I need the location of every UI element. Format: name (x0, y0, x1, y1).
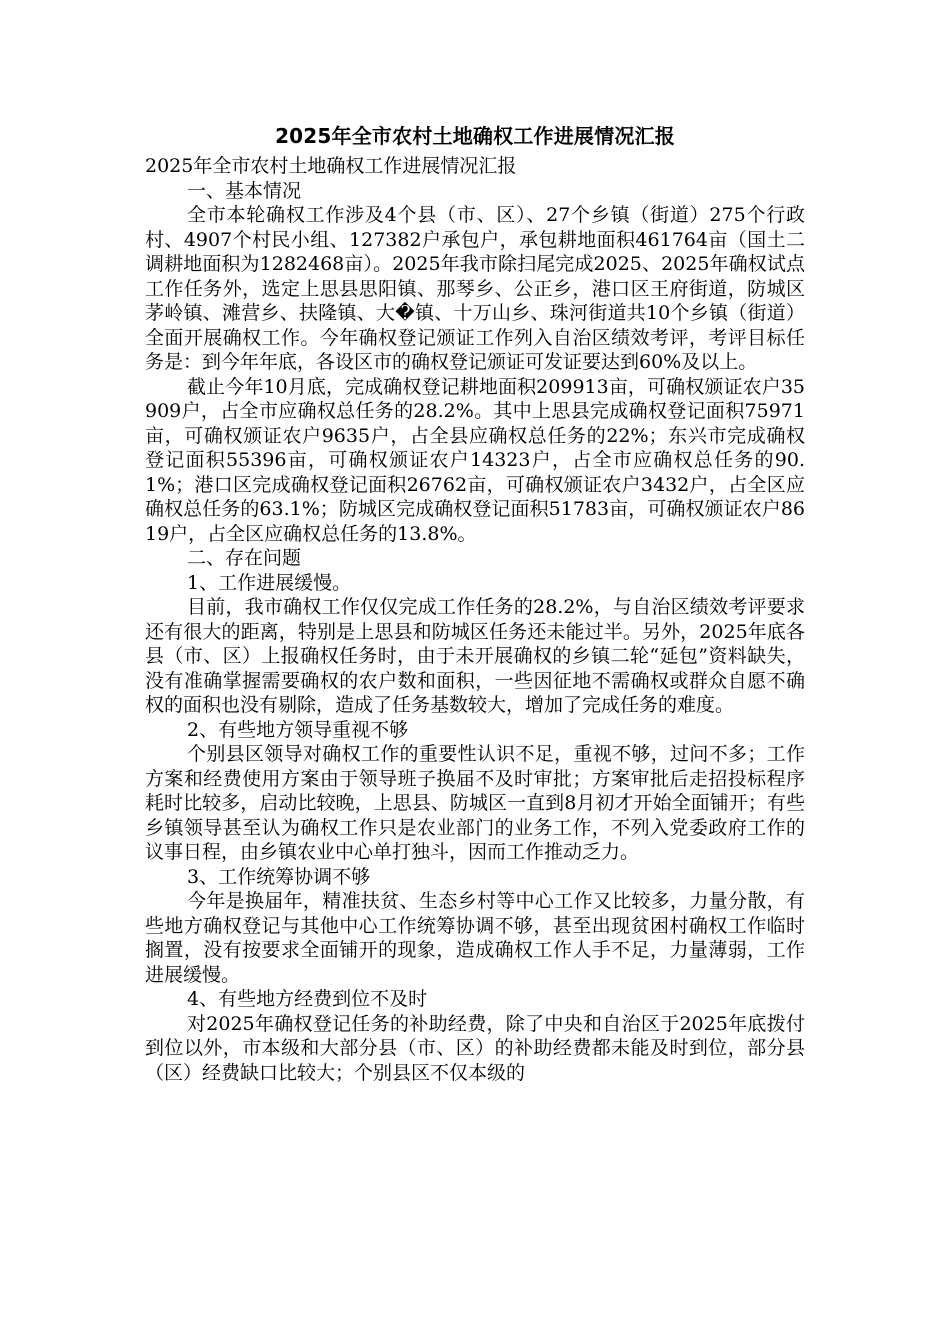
paragraph: 4、有些地方经费到位不及时 (187, 988, 428, 1010)
paragraph: 今年是换届年，精准扶贫、生态乡村等中心工作又比较多，力量分散，有些地方确权登记与其他中心工作统筹协调不够，甚至出现贫困村确权工作临时搁置，没有按要求全面铺开的现象，造成确权工作人手不足，力量薄弱，工作进展缓慢。 (145, 890, 805, 986)
document-title: 2025年全市农村土地确权工作进展情况汇报 (275, 124, 675, 148)
paragraph: 一、基本情况 (187, 179, 302, 202)
paragraph: 个别县区领导对确权工作的重要性认识不足，重视不够，过问不多；工作方案和经费使用方案由于领导班子换届不及时审批；方案审批后走招投标程序耗时比较多，启动比较晚，上思县、防城区一直到8月初才开始全面铺开；有些乡镇领导甚至认为确权工作只是农业部门的业务工作，不列入党委政府工作的议事日程，由乡镇农业中心单打独斗，因而工作推动乏力。 (145, 743, 805, 863)
paragraph: 1、工作进展缓慢。 (187, 571, 352, 594)
paragraph: 截止今年10月底，完成确权登记耕地面积209913亩，可确权颁证农户35909户，占全市应确权总任务的28.2%。其中上思县完成确权登记面积75971亩，可确权颁证农户9635户，占全县应确权总任务的22%；东兴市完成确权登记面积55396亩，可确权颁证农户14323户，占全市应确权总任务的90.1%；港口区完成确权登记面积26762亩，可确权颁证农户3432户，占全区应确权总任务的63.1%；防城区完成确权登记面积51783亩，可确权颁证农户8619户，占全区应确权总任务的13.8%。 (145, 375, 805, 545)
paragraph: 2、有些地方领导重视不够 (187, 718, 409, 741)
document-body (145, 154, 805, 1085)
document-page (145, 118, 805, 1085)
paragraph: 全市本轮确权工作涉及4个县（市、区）、27个乡镇（街道）275个行政村、4907个村民小组、127382户承包户，承包耕地面积461764亩（国土二调耕地面积为1282468亩）。2025年我市除扫尾完成2025、2025年确权试点工作任务外，选定上思县思阳镇、那琴乡、公正乡，港口区王府街道，防城区茅岭镇、滩营乡、扶隆镇、大�镇、十万山乡、珠河街道共10个乡镇（街道）全面开展确权工作。今年确权登记颁证工作列入自治区绩效考评，考评目标任务是：到今年年底，各设区市的确权登记颁证可发证要达到60%及以上。 (145, 204, 805, 373)
paragraph: 二、存在问题 (187, 547, 302, 569)
paragraph: 目前，我市确权工作仅仅完成工作任务的28.2%，与自治区绩效考评要求还有很大的距离，特别是上思县和防城区任务还未能过半。另外，2025年底各县（市、区）上报确权任务时，由于未开展确权的乡镇二轮“延包”资料缺失，没有准确掌握需要确权的农户数和面积，一些因征地不需确权或群众自愿不确权的面积也没有剔除，造成了任务基数较大，增加了完成任务的难度。 (145, 596, 805, 716)
paragraph: 2025年全市农村土地确权工作进展情况汇报 (145, 155, 517, 177)
paragraph: 对2025年确权登记任务的补助经费，除了中央和自治区于2025年底拨付到位以外，市本级和大部分县（市、区）的补助经费都未能及时到位，部分县（区）经费缺口比较大；个别县区不仅本级的 (145, 1012, 805, 1084)
paragraph: 3、工作统筹协调不够 (187, 865, 371, 888)
